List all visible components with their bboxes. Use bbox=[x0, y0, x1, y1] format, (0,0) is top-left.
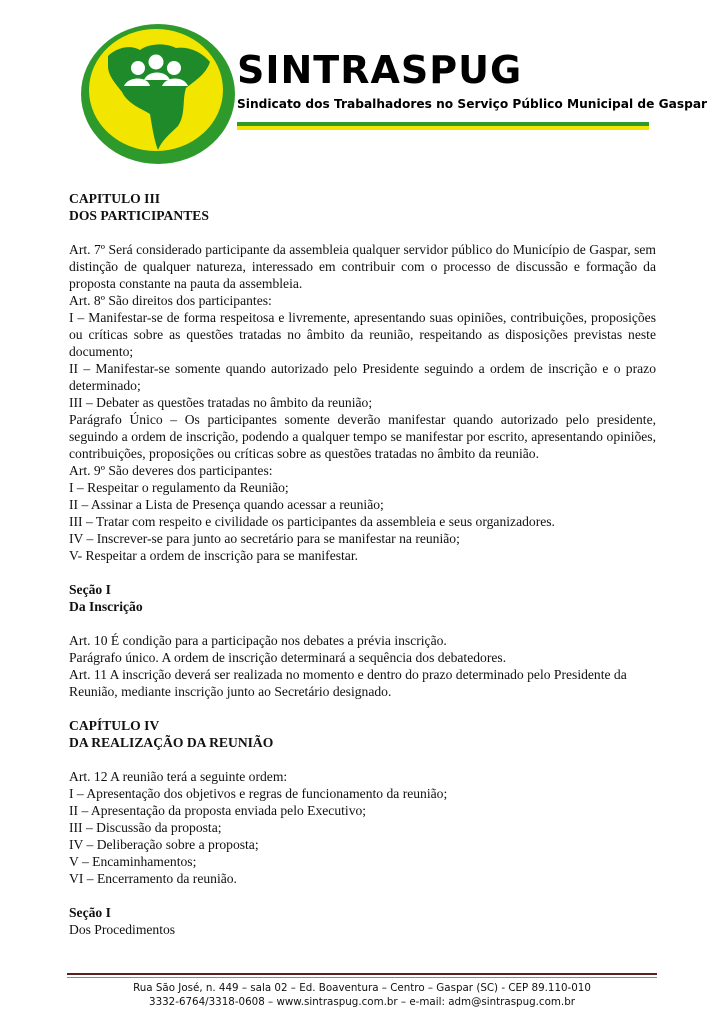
paragraph: VI – Encerramento da reunião. bbox=[69, 871, 237, 886]
paragraph: Art. 9º São deveres dos participantes: bbox=[69, 463, 273, 478]
paragraph: I – Manifestar-se de forma respeitosa e livremente, apresentando suas opiniões, contribuições, proposições ou críticas sobre as questões tratadas no âmbito da reunião, respeitando as disposições previstas neste documento; bbox=[69, 310, 656, 359]
footer bbox=[67, 981, 657, 1009]
footer-rule-thin bbox=[67, 977, 657, 978]
paragraph: I – Respeitar o regulamento da Reunião; bbox=[69, 480, 289, 495]
inscription-section bbox=[69, 632, 656, 700]
brand-subtitle: Sindicato dos Trabalhadores no Serviço Público Municipal de Gaspar bbox=[237, 97, 708, 111]
brand bbox=[237, 48, 707, 112]
footer-contact: 3332-6764/3318-0608 – www.sintraspug.com.br – e-mail: adm@sintraspug.com.br bbox=[149, 996, 575, 1008]
heading-line: DA REALIZAÇÃO DA REUNIÃO bbox=[69, 735, 274, 750]
paragraph: III – Discussão da proposta; bbox=[69, 820, 222, 835]
header-yellow-stripe bbox=[237, 126, 649, 130]
heading-line: DOS PARTICIPANTES bbox=[69, 208, 209, 223]
paragraph: II – Manifestar-se somente quando autorizado pelo Presidente seguindo a ordem de inscrição e o prazo determinado; bbox=[69, 361, 656, 393]
paragraph: Art. 11 A inscrição deverá ser realizada no momento e dentro do prazo determinado pelo Presidente da Reunião, mediante inscrição junto ao Secretário designado. bbox=[69, 667, 627, 699]
procedures-heading bbox=[69, 904, 656, 938]
paragraph: Art. 12 A reunião terá a seguinte ordem: bbox=[69, 769, 288, 784]
sintraspug-logo bbox=[78, 22, 236, 164]
paragraph: III – Debater as questões tratadas no âmbito da reunião; bbox=[69, 395, 373, 410]
heading-line: Seção I bbox=[69, 582, 111, 597]
heading-line: CAPÍTULO IV bbox=[69, 718, 160, 733]
participants-section bbox=[69, 241, 656, 564]
paragraph: V- Respeitar a ordem de inscrição para se manifestar. bbox=[69, 548, 359, 563]
paragraph: Parágrafo único. A ordem de inscrição determinará a sequência dos debatedores. bbox=[69, 650, 507, 665]
heading-line: Dos Procedimentos bbox=[69, 922, 176, 937]
paragraph: Art. 8º São direitos dos participantes: bbox=[69, 293, 272, 308]
paragraph: II – Apresentação da proposta enviada pelo Executivo; bbox=[69, 803, 367, 818]
logo-icon bbox=[78, 22, 236, 164]
heading-line: Seção I bbox=[69, 905, 111, 920]
chapter-4-heading bbox=[69, 717, 656, 751]
heading-line: Da Inscrição bbox=[69, 599, 143, 614]
paragraph: III – Tratar com respeito e civilidade os participantes da assembleia e seus organizadores. bbox=[69, 514, 555, 529]
paragraph: Art. 10 É condição para a participação nos debates a prévia inscrição. bbox=[69, 633, 447, 648]
paragraph: Art. 7º Será considerado participante da assembleia qualquer servidor público do Município de Gaspar, sem distinção de qualquer natureza, interessado em contribuir com o processo de discussão e formação da proposta constante na pauta da assembleia. bbox=[69, 242, 656, 291]
section-1-heading bbox=[69, 581, 656, 615]
meeting-order-section bbox=[69, 768, 656, 887]
paragraph: V – Encaminhamentos; bbox=[69, 854, 197, 869]
header-green-stripe bbox=[237, 122, 649, 126]
paragraph: IV – Inscrever-se para junto ao secretário para se manifestar na reunião; bbox=[69, 531, 460, 546]
brand-name: SINTRASPUG bbox=[237, 48, 523, 92]
paragraph: I – Apresentação dos objetivos e regras de funcionamento da reunião; bbox=[69, 786, 448, 801]
paragraph: Parágrafo Único – Os participantes somente deverão manifestar quando autorizado pelo presidente, seguindo a ordem de inscrição, podendo a qualquer tempo se manifestar por escrito, apresentando opiniões, contribuições, proposições ou críticas sobre as questões tratadas no âmbito da reunião. bbox=[69, 412, 656, 461]
footer-address: Rua São José, n. 449 – sala 02 – Ed. Boaventura – Centro – Gaspar (SC) - CEP 89.110-010 bbox=[133, 982, 591, 994]
paragraph: IV – Deliberação sobre a proposta; bbox=[69, 837, 259, 852]
chapter-3-heading bbox=[69, 190, 656, 224]
paragraph: II – Assinar a Lista de Presença quando acessar a reunião; bbox=[69, 497, 384, 512]
footer-rule bbox=[67, 973, 657, 975]
heading-line: CAPITULO III bbox=[69, 191, 161, 206]
document-body bbox=[69, 190, 656, 938]
